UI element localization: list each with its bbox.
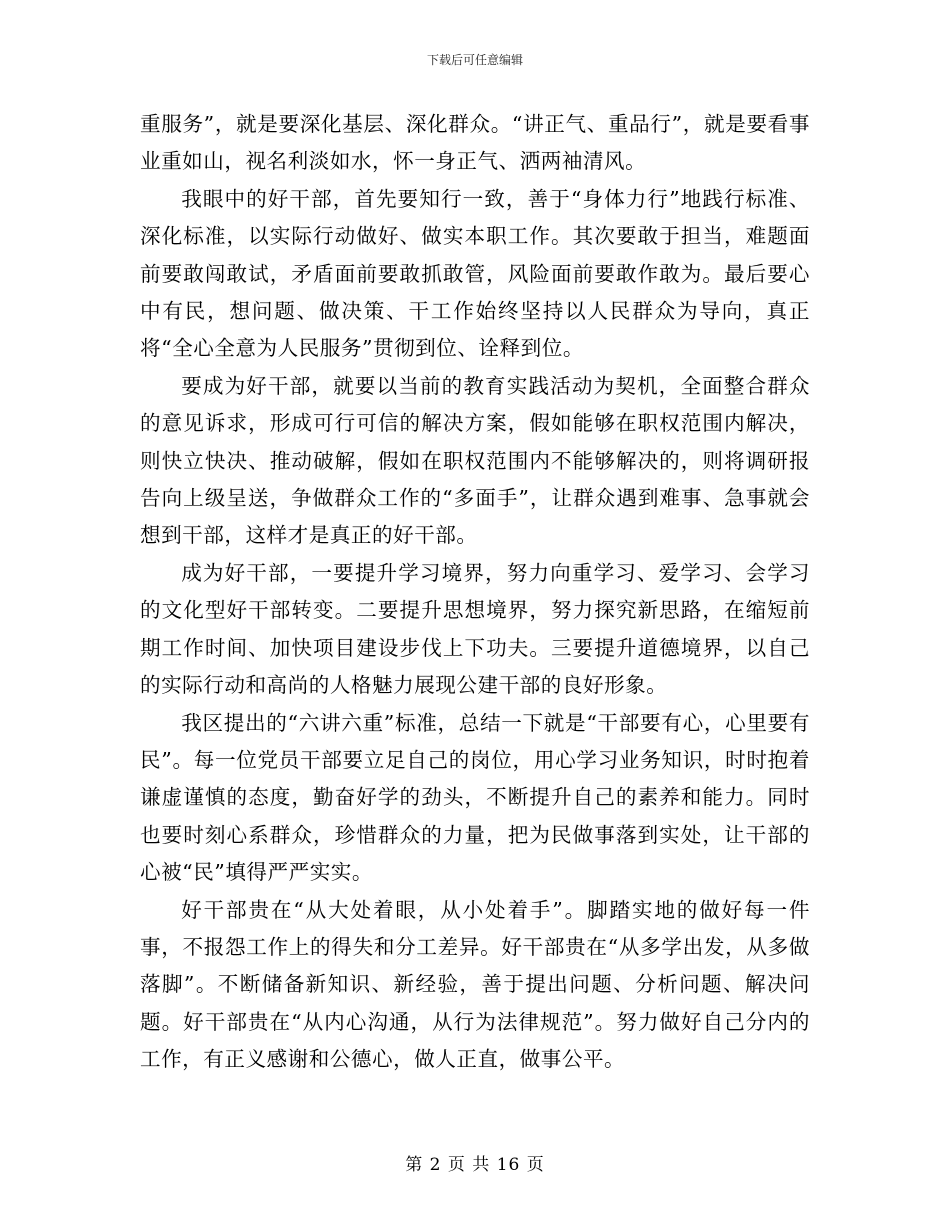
paragraph-3: 要成为好干部，就要以当前的教育实践活动为契机，全面整合群众的意见诉求，形成可行可信的解决方案，假如能够在职权范围内解决，则快立快决、推动破解，假如在职权范围内不能够解决的，则将调研报告向上级呈送，争做群众工作的“多面手”，让群众遇到难事、急事就会想到干部，这样才是真正的好干部。 bbox=[140, 373, 810, 548]
paragraph-5: 我区提出的“六讲六重”标准，总结一下就是“干部要有心，心里要有民”。每一位党员干部要立足自己的岗位，用心学习业务知识，时时抱着谦虚谨慎的态度，勤奋好学的劲头，不断提升自己的素养和能力。同时也要时刻心系群众，珍惜群众的力量，把为民做事落到实处，让干部的心被“民”填得严严实实。 bbox=[140, 710, 810, 885]
page-header: 下载后可任意编辑 bbox=[426, 53, 523, 67]
paragraph-6: 好干部贵在“从大处着眼，从小处着手”。脚踏实地的做好每一件事，不报怨工作上的得失和分工差异。好干部贵在“从多学出发，从多做落脚”。不断储备新知识、新经验，善于提出问题、分析问题、解决问题。好干部贵在“从内心沟通，从行为法律规范”。努力做好自己分内的工作，有正义感谢和公德心，做人正直，做事公平。 bbox=[140, 897, 810, 1072]
document-body bbox=[140, 106, 810, 1079]
paragraph-4: 成为好干部，一要提升学习境界，努力向重学习、爱学习、会学习的文化型好干部转变。二要提升思想境界，努力探究新思路，在缩短前期工作时间、加快项目建设步伐上下功夫。三要提升道德境界，以自己的实际行动和高尚的人格魅力展现公建干部的良好形象。 bbox=[140, 560, 810, 698]
paragraph-2: 我眼中的好干部，首先要知行一致，善于“身体力行”地践行标准、深化标准，以实际行动做好、做实本职工作。其次要敢于担当，难题面前要敢闯敢试，矛盾面前要敢抓敢管，风险面前要敢作敢为。最后要心中有民，想问题、做决策、干工作始终坚持以人民群众为导向，真正将“全心全意为人民服务”贯彻到位、诠释到位。 bbox=[140, 186, 810, 361]
page-footer: 第 2 页 共 16 页 bbox=[405, 1155, 545, 1175]
paragraph-1: 重服务”，就是要深化基层、深化群众。“讲正气、重品行”，就是要看事业重如山，视名利淡如水，怀一身正气、洒两袖清风。 bbox=[140, 112, 810, 174]
